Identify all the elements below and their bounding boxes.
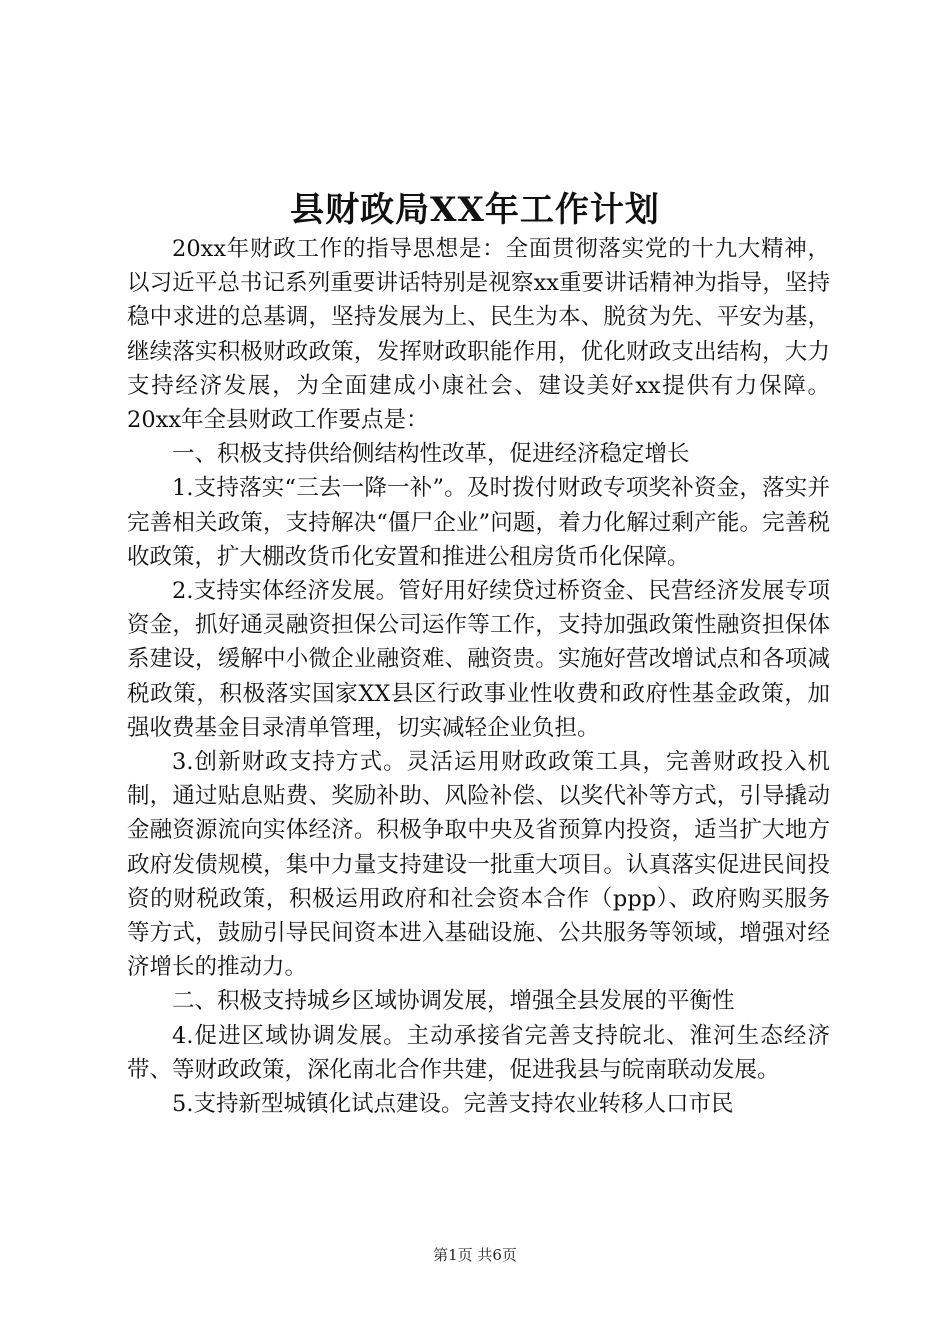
section-heading-2: 二、积极支持城乡区域协调发展，增强全县发展的平衡性 [172, 988, 735, 1015]
document-body [127, 232, 830, 1121]
paragraph-item-2: 2.支持实体经济发展。管好用好续贷过桥资金、民营经济发展专项资金，抓好通灵融资担保公司运作等工作，支持加强政策性融资担保体系建设，缓解中小微企业融资难、融资贵。实施好营改增试点和各项减税政策，积极落实国家XX县区行政事业性收费和政府性基金政策，加强收费基金目录清单管理，切实减轻企业负担。 [127, 578, 830, 741]
paragraph-item-4: 4.促进区域协调发展。主动承接省完善支持皖北、淮河生态经济带、等财政政策，深化南北合作共建，促进我县与皖南联动发展。 [127, 1022, 830, 1083]
paragraph-item-5: 5.支持新型城镇化试点建设。完善支持农业转移人口市民 [172, 1091, 734, 1118]
page-number-footer: 第1页 共6页 [433, 1246, 517, 1264]
paragraph-item-3: 3.创新财政支持方式。灵活运用财政政策工具，完善财政投入机制，通过贴息贴费、奖励补助、风险补偿、以奖代补等方式，引导撬动金融资源流向实体经济。积极争取中央及省预算内投资，适当扩大地方政府发债规模，集中力量支持建设一批重大项目。认真落实促进民间投资的财税政策，积极运用政府和社会资本合作（ppp）、政府购买服务等方式，鼓励引导民间资本进入基础设施、公共服务等领域，增强对经济增长的推动力。 [127, 749, 830, 981]
paragraph-intro: 20xx年财政工作的指导思想是：全面贯彻落实党的十九大精神，以习近平总书记系列重要讲话特别是视察xx重要讲话精神为指导，坚持稳中求进的总基调，坚持发展为上、民生为本、脱贫为先、平安为基，继续落实积极财政政策，发挥财政职能作用，优化财政支出结构，大力支持经济发展，为全面建成小康社会、建设美好xx提供有力保障。20xx年全县财政工作要点是： [127, 236, 830, 434]
section-heading-1: 一、积极支持供给侧结构性改革，促进经济稳定增长 [172, 441, 690, 468]
paragraph-item-1: 1.支持落实“三去一降一补”。及时拨付财政专项奖补资金，落实并完善相关政策，支持解决“僵尸企业”问题，着力化解过剩产能。完善税收政策，扩大棚改货币化安置和推进公租房货币化保障。 [127, 475, 830, 570]
document-title: 县财政局XX年工作计划 [290, 190, 660, 230]
